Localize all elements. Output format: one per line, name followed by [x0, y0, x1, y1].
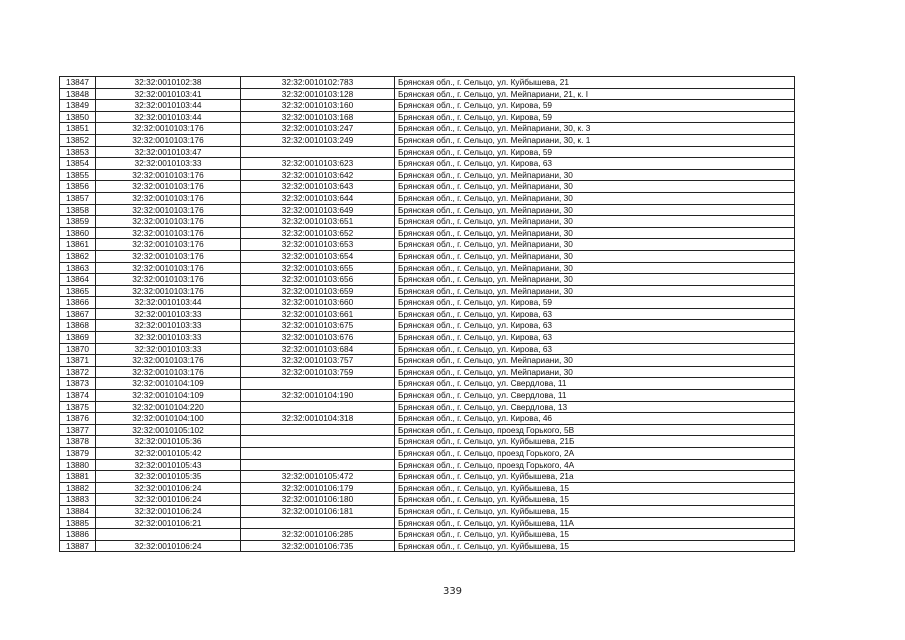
object-cadastral-number-cell: 32:32:0010103:659	[241, 285, 395, 297]
land-cadastral-number-cell: 32:32:0010103:176	[96, 192, 241, 204]
row-number-cell: 13880	[60, 459, 96, 471]
land-cadastral-number-cell: 32:32:0010103:33	[96, 308, 241, 320]
table-row	[60, 401, 795, 413]
address-cell: Брянская обл., г. Сельцо, проезд Горького, 4А	[395, 459, 795, 471]
table-row	[60, 540, 795, 552]
table-row	[60, 320, 795, 332]
object-cadastral-number-cell: 32:32:0010103:623	[241, 158, 395, 170]
row-number-cell: 13870	[60, 343, 96, 355]
address-cell: Брянская обл., г. Сельцо, ул. Кирова, 63	[395, 320, 795, 332]
land-cadastral-number-cell: 32:32:0010106:24	[96, 482, 241, 494]
address-cell: Брянская обл., г. Сельцо, ул. Мейпариани, 30	[395, 285, 795, 297]
address-cell: Брянская обл., г. Сельцо, ул. Кирова, 59	[395, 111, 795, 123]
table-row	[60, 192, 795, 204]
land-cadastral-number-cell: 32:32:0010103:176	[96, 169, 241, 181]
object-cadastral-number-cell: 32:32:0010103:160	[241, 100, 395, 112]
land-cadastral-number-cell: 32:32:0010103:176	[96, 274, 241, 286]
table-row	[60, 100, 795, 112]
row-number-cell: 13877	[60, 424, 96, 436]
table-row	[60, 517, 795, 529]
object-cadastral-number-cell: 32:32:0010103:653	[241, 239, 395, 251]
land-cadastral-number-cell: 32:32:0010103:33	[96, 320, 241, 332]
row-number-cell: 13875	[60, 401, 96, 413]
table-row	[60, 227, 795, 239]
row-number-cell: 13865	[60, 285, 96, 297]
land-cadastral-number-cell: 32:32:0010103:33	[96, 332, 241, 344]
object-cadastral-number-cell: 32:32:0010102:783	[241, 77, 395, 89]
table-row	[60, 424, 795, 436]
address-cell: Брянская обл., г. Сельцо, ул. Куйбышева, 21а	[395, 471, 795, 483]
row-number-cell: 13857	[60, 192, 96, 204]
row-number-cell: 13886	[60, 529, 96, 541]
land-cadastral-number-cell: 32:32:0010103:44	[96, 100, 241, 112]
table-row	[60, 471, 795, 483]
page-number: 339	[442, 586, 463, 597]
table-row	[60, 204, 795, 216]
row-number-cell: 13847	[60, 77, 96, 89]
row-number-cell: 13872	[60, 366, 96, 378]
object-cadastral-number-cell	[241, 517, 395, 529]
land-cadastral-number-cell: 32:32:0010105:43	[96, 459, 241, 471]
table-row	[60, 123, 795, 135]
table-row	[60, 413, 795, 425]
table-row	[60, 332, 795, 344]
address-cell: Брянская обл., г. Сельцо, ул. Куйбышева, 15	[395, 540, 795, 552]
row-number-cell: 13851	[60, 123, 96, 135]
table-row	[60, 297, 795, 309]
object-cadastral-number-cell: 32:32:0010103:759	[241, 366, 395, 378]
row-number-cell: 13883	[60, 494, 96, 506]
address-cell: Брянская обл., г. Сельцо, ул. Куйбышева, 15	[395, 482, 795, 494]
address-cell: Брянская обл., г. Сельцо, ул. Куйбышева, 15	[395, 505, 795, 517]
table-row	[60, 239, 795, 251]
address-cell: Брянская обл., г. Сельцо, ул. Мейпариани, 21, к. І	[395, 88, 795, 100]
row-number-cell: 13854	[60, 158, 96, 170]
row-number-cell: 13850	[60, 111, 96, 123]
object-cadastral-number-cell: 32:32:0010103:649	[241, 204, 395, 216]
table-row	[60, 390, 795, 402]
address-cell: Брянская обл., г. Сельцо, ул. Кирова, 59	[395, 146, 795, 158]
land-cadastral-number-cell: 32:32:0010103:176	[96, 134, 241, 146]
object-cadastral-number-cell	[241, 378, 395, 390]
row-number-cell: 13849	[60, 100, 96, 112]
row-number-cell: 13885	[60, 517, 96, 529]
address-cell: Брянская обл., г. Сельцо, ул. Куйбышева, 11А	[395, 517, 795, 529]
table-row	[60, 262, 795, 274]
land-cadastral-number-cell: 32:32:0010103:176	[96, 239, 241, 251]
land-cadastral-number-cell	[96, 529, 241, 541]
row-number-cell: 13878	[60, 436, 96, 448]
table-row	[60, 308, 795, 320]
object-cadastral-number-cell	[241, 436, 395, 448]
land-cadastral-number-cell: 32:32:0010102:38	[96, 77, 241, 89]
row-number-cell: 13858	[60, 204, 96, 216]
cadastral-register-table	[59, 76, 795, 552]
object-cadastral-number-cell: 32:32:0010103:652	[241, 227, 395, 239]
row-number-cell: 13852	[60, 134, 96, 146]
address-cell: Брянская обл., г. Сельцо, ул. Мейпариани, 30	[395, 169, 795, 181]
table-row	[60, 378, 795, 390]
table-row	[60, 111, 795, 123]
table-row	[60, 459, 795, 471]
row-number-cell: 13881	[60, 471, 96, 483]
object-cadastral-number-cell	[241, 459, 395, 471]
object-cadastral-number-cell: 32:32:0010106:179	[241, 482, 395, 494]
address-cell: Брянская обл., г. Сельцо, ул. Мейпариани, 30	[395, 366, 795, 378]
object-cadastral-number-cell: 32:32:0010103:661	[241, 308, 395, 320]
row-number-cell: 13876	[60, 413, 96, 425]
object-cadastral-number-cell: 32:32:0010103:660	[241, 297, 395, 309]
land-cadastral-number-cell: 32:32:0010106:24	[96, 494, 241, 506]
land-cadastral-number-cell: 32:32:0010104:220	[96, 401, 241, 413]
object-cadastral-number-cell	[241, 448, 395, 460]
land-cadastral-number-cell: 32:32:0010105:42	[96, 448, 241, 460]
address-cell: Брянская обл., г. Сельцо, ул. Мейпариани, 30	[395, 250, 795, 262]
object-cadastral-number-cell	[241, 424, 395, 436]
table-row	[60, 158, 795, 170]
row-number-cell: 13871	[60, 355, 96, 367]
table-row	[60, 216, 795, 228]
object-cadastral-number-cell: 32:32:0010103:168	[241, 111, 395, 123]
table-row	[60, 285, 795, 297]
object-cadastral-number-cell: 32:32:0010105:472	[241, 471, 395, 483]
land-cadastral-number-cell: 32:32:0010103:176	[96, 285, 241, 297]
address-cell: Брянская обл., г. Сельцо, ул. Свердлова, 11	[395, 378, 795, 390]
table-row	[60, 181, 795, 193]
table-row	[60, 343, 795, 355]
row-number-cell: 13884	[60, 505, 96, 517]
table-row	[60, 146, 795, 158]
address-cell: Брянская обл., г. Сельцо, ул. Мейпариани, 30	[395, 262, 795, 274]
address-cell: Брянская обл., г. Сельцо, ул. Кирова, 63	[395, 343, 795, 355]
table-row	[60, 88, 795, 100]
land-cadastral-number-cell: 32:32:0010103:47	[96, 146, 241, 158]
table-row	[60, 482, 795, 494]
row-number-cell: 13866	[60, 297, 96, 309]
object-cadastral-number-cell: 32:32:0010103:655	[241, 262, 395, 274]
address-cell: Брянская обл., г. Сельцо, ул. Кирова, 59	[395, 100, 795, 112]
address-cell: Брянская обл., г. Сельцо, ул. Мейпариани, 30	[395, 216, 795, 228]
row-number-cell: 13879	[60, 448, 96, 460]
land-cadastral-number-cell: 32:32:0010103:176	[96, 204, 241, 216]
address-cell: Брянская обл., г. Сельцо, ул. Мейпариани, 30	[395, 239, 795, 251]
land-cadastral-number-cell: 32:32:0010105:102	[96, 424, 241, 436]
table-row	[60, 250, 795, 262]
object-cadastral-number-cell: 32:32:0010103:651	[241, 216, 395, 228]
object-cadastral-number-cell	[241, 401, 395, 413]
address-cell: Брянская обл., г. Сельцо, ул. Кирова, 63	[395, 308, 795, 320]
object-cadastral-number-cell: 32:32:0010106:180	[241, 494, 395, 506]
address-cell: Брянская обл., г. Сельцо, ул. Куйбышева, 21	[395, 77, 795, 89]
land-cadastral-number-cell: 32:32:0010104:100	[96, 413, 241, 425]
land-cadastral-number-cell: 32:32:0010103:176	[96, 227, 241, 239]
object-cadastral-number-cell: 32:32:0010103:643	[241, 181, 395, 193]
address-cell: Брянская обл., г. Сельцо, ул. Мейпариани, 30, к. 3	[395, 123, 795, 135]
land-cadastral-number-cell: 32:32:0010103:41	[96, 88, 241, 100]
row-number-cell: 13874	[60, 390, 96, 402]
land-cadastral-number-cell: 32:32:0010103:176	[96, 181, 241, 193]
row-number-cell: 13887	[60, 540, 96, 552]
land-cadastral-number-cell: 32:32:0010103:176	[96, 123, 241, 135]
table-row	[60, 448, 795, 460]
address-cell: Брянская обл., г. Сельцо, ул. Кирова, 63	[395, 158, 795, 170]
object-cadastral-number-cell: 32:32:0010106:735	[241, 540, 395, 552]
address-cell: Брянская обл., г. Сельцо, ул. Кирова, 63	[395, 332, 795, 344]
object-cadastral-number-cell: 32:32:0010103:676	[241, 332, 395, 344]
address-cell: Брянская обл., г. Сельцо, ул. Мейпариани, 30	[395, 227, 795, 239]
land-cadastral-number-cell: 32:32:0010106:24	[96, 505, 241, 517]
land-cadastral-number-cell: 32:32:0010103:44	[96, 297, 241, 309]
object-cadastral-number-cell: 32:32:0010103:249	[241, 134, 395, 146]
row-number-cell: 13860	[60, 227, 96, 239]
object-cadastral-number-cell: 32:32:0010103:675	[241, 320, 395, 332]
address-cell: Брянская обл., г. Сельцо, ул. Свердлова, 11	[395, 390, 795, 402]
address-cell: Брянская обл., г. Сельцо, ул. Мейпариани, 30	[395, 192, 795, 204]
row-number-cell: 13863	[60, 262, 96, 274]
address-cell: Брянская обл., г. Сельцо, ул. Мейпариани, 30, к. 1	[395, 134, 795, 146]
land-cadastral-number-cell: 32:32:0010103:176	[96, 355, 241, 367]
land-cadastral-number-cell: 32:32:0010106:24	[96, 540, 241, 552]
land-cadastral-number-cell: 32:32:0010106:21	[96, 517, 241, 529]
address-cell: Брянская обл., г. Сельцо, проезд Горького, 5В	[395, 424, 795, 436]
table-row	[60, 366, 795, 378]
land-cadastral-number-cell: 32:32:0010103:176	[96, 366, 241, 378]
object-cadastral-number-cell: 32:32:0010103:757	[241, 355, 395, 367]
table-row	[60, 134, 795, 146]
address-cell: Брянская обл., г. Сельцо, ул. Куйбышева, 15	[395, 529, 795, 541]
address-cell: Брянская обл., г. Сельцо, проезд Горького, 2А	[395, 448, 795, 460]
row-number-cell: 13856	[60, 181, 96, 193]
address-cell: Брянская обл., г. Сельцо, ул. Мейпариани, 30	[395, 274, 795, 286]
object-cadastral-number-cell: 32:32:0010103:654	[241, 250, 395, 262]
object-cadastral-number-cell: 32:32:0010103:656	[241, 274, 395, 286]
address-cell: Брянская обл., г. Сельцо, ул. Мейпариани, 30	[395, 204, 795, 216]
row-number-cell: 13867	[60, 308, 96, 320]
object-cadastral-number-cell: 32:32:0010104:318	[241, 413, 395, 425]
address-cell: Брянская обл., г. Сельцо, ул. Кирова, 46	[395, 413, 795, 425]
address-cell: Брянская обл., г. Сельцо, ул. Кирова, 59	[395, 297, 795, 309]
land-cadastral-number-cell: 32:32:0010104:109	[96, 378, 241, 390]
address-cell: Брянская обл., г. Сельцо, ул. Свердлова, 13	[395, 401, 795, 413]
object-cadastral-number-cell: 32:32:0010106:285	[241, 529, 395, 541]
row-number-cell: 13859	[60, 216, 96, 228]
object-cadastral-number-cell: 32:32:0010104:190	[241, 390, 395, 402]
land-cadastral-number-cell: 32:32:0010103:33	[96, 158, 241, 170]
row-number-cell: 13882	[60, 482, 96, 494]
table-row	[60, 274, 795, 286]
row-number-cell: 13855	[60, 169, 96, 181]
row-number-cell: 13861	[60, 239, 96, 251]
row-number-cell: 13864	[60, 274, 96, 286]
address-cell: Брянская обл., г. Сельцо, ул. Куйбышева, 21Б	[395, 436, 795, 448]
row-number-cell: 13862	[60, 250, 96, 262]
land-cadastral-number-cell: 32:32:0010103:44	[96, 111, 241, 123]
land-cadastral-number-cell: 32:32:0010103:176	[96, 262, 241, 274]
address-cell: Брянская обл., г. Сельцо, ул. Мейпариани, 30	[395, 181, 795, 193]
table-row	[60, 169, 795, 181]
table-body	[60, 77, 795, 552]
object-cadastral-number-cell: 32:32:0010103:247	[241, 123, 395, 135]
table-row	[60, 529, 795, 541]
land-cadastral-number-cell: 32:32:0010104:109	[96, 390, 241, 402]
land-cadastral-number-cell: 32:32:0010105:35	[96, 471, 241, 483]
land-cadastral-number-cell: 32:32:0010103:33	[96, 343, 241, 355]
land-cadastral-number-cell: 32:32:0010105:36	[96, 436, 241, 448]
address-cell: Брянская обл., г. Сельцо, ул. Куйбышева, 15	[395, 494, 795, 506]
object-cadastral-number-cell: 32:32:0010106:181	[241, 505, 395, 517]
land-cadastral-number-cell: 32:32:0010103:176	[96, 216, 241, 228]
table-row	[60, 505, 795, 517]
table-row	[60, 355, 795, 367]
row-number-cell: 13853	[60, 146, 96, 158]
object-cadastral-number-cell: 32:32:0010103:642	[241, 169, 395, 181]
object-cadastral-number-cell: 32:32:0010103:128	[241, 88, 395, 100]
table-row	[60, 77, 795, 89]
row-number-cell: 13873	[60, 378, 96, 390]
object-cadastral-number-cell: 32:32:0010103:644	[241, 192, 395, 204]
row-number-cell: 13868	[60, 320, 96, 332]
row-number-cell: 13869	[60, 332, 96, 344]
row-number-cell: 13848	[60, 88, 96, 100]
land-cadastral-number-cell: 32:32:0010103:176	[96, 250, 241, 262]
object-cadastral-number-cell: 32:32:0010103:684	[241, 343, 395, 355]
object-cadastral-number-cell	[241, 146, 395, 158]
address-cell: Брянская обл., г. Сельцо, ул. Мейпариани, 30	[395, 355, 795, 367]
table-row	[60, 436, 795, 448]
table-row	[60, 494, 795, 506]
